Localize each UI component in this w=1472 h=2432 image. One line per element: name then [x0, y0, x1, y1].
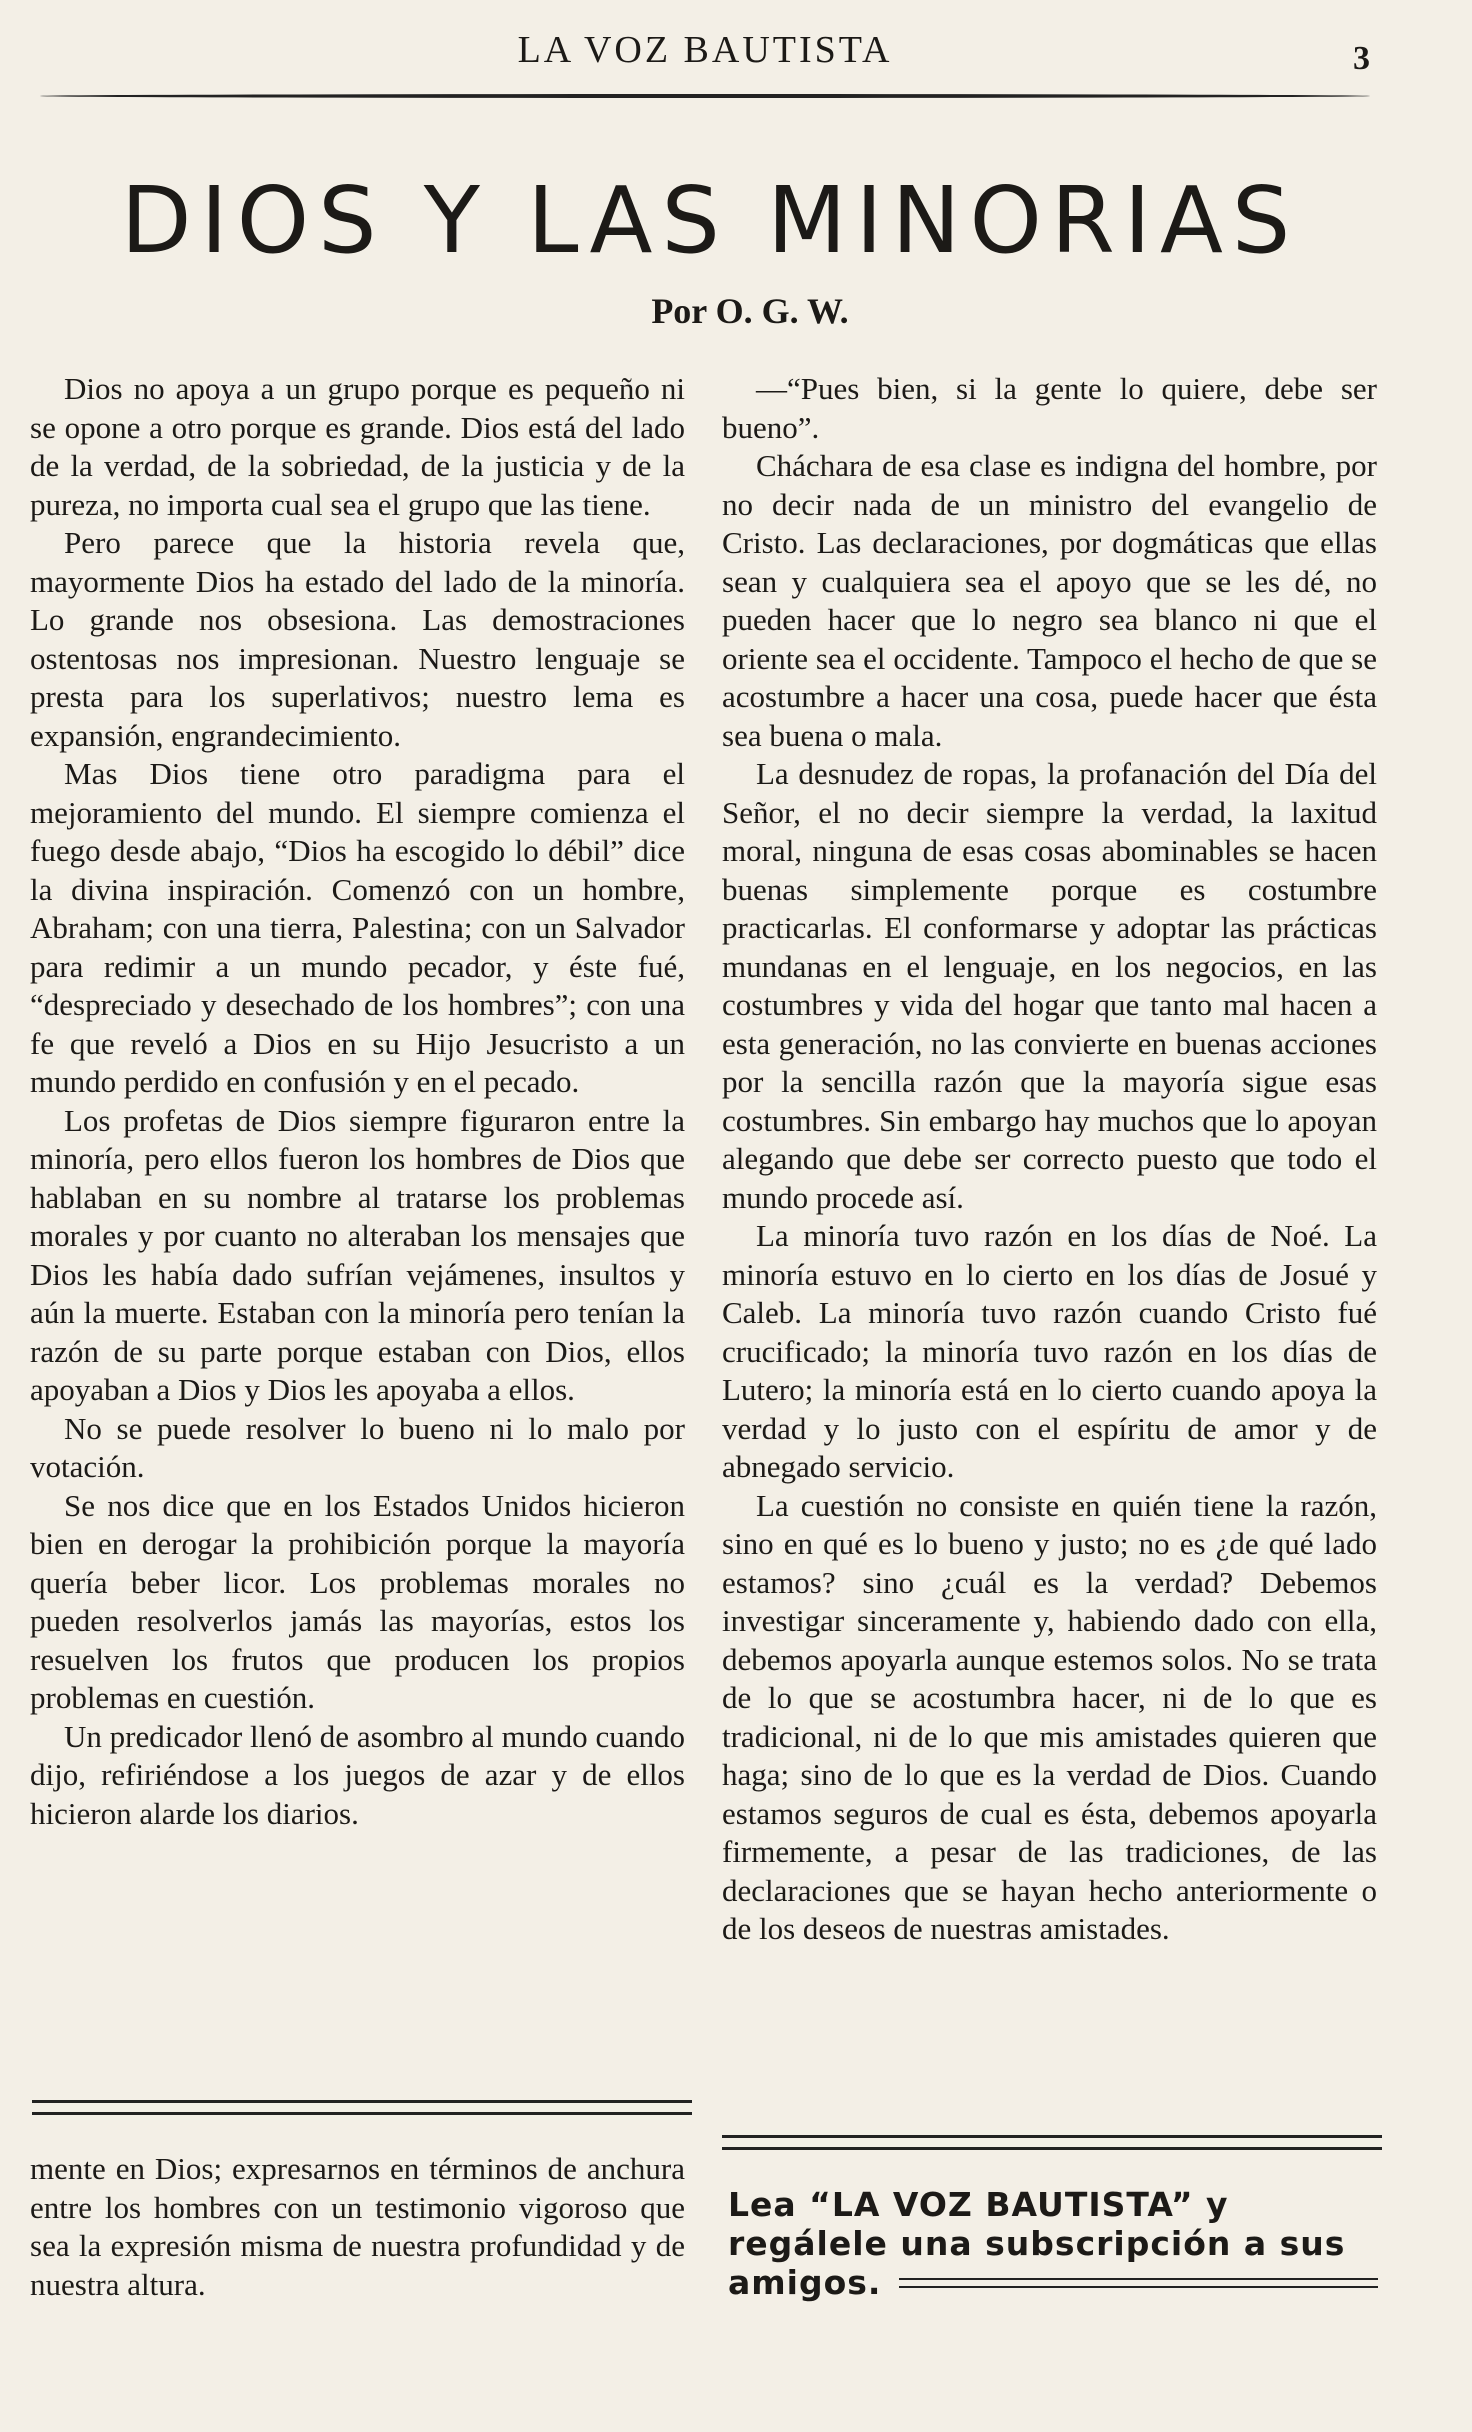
continued-article-fragment	[30, 2150, 685, 2304]
paragraph: La minoría tuvo razón en los días de Noé. La minoría estuvo en lo cierto en los días de Josué y Caleb. La minoría tuvo razón cuando Cristo fué crucificado; la minoría tuvo razón en los días de Lutero; la minoría está en lo cierto cuando apoya la verdad y lo justo con el espíritu de amor y de abnegado servicio.	[722, 1218, 1377, 1484]
article-title: DIOS Y LAS MINORIAS	[120, 167, 1300, 274]
article-left-column	[30, 370, 685, 1833]
article-byline: Por O. G. W.	[651, 291, 849, 331]
paragraph: Se nos dice que en los Estados Unidos hicieron bien en derogar la prohibición porque la mayoría quería beber licor. Los problemas morales no pueden resolverlos jamás las mayorías, estos los resuelven los frutos que producen los propios problemas en cuestión.	[30, 1487, 685, 1715]
promo-line: regálele una subscripción a sus	[728, 2224, 1346, 2263]
page-number: 3	[1353, 40, 1370, 77]
paragraph: La cuestión no consiste en quién tiene la razón, sino en qué es lo bueno y justo; no es ¿de qué lado estamos? sino ¿cuál es la verdad? Debemos investigar sinceramente y, habiendo dado con ella, debemos apoyarla aunque estemos solos. No se trata de lo que se acostumbra hacer, ni de lo que es tradicional, ni de lo que mis amistades quieren que haga; sino de lo que es la verdad de Dios. Cuando estamos seguros de cual es ésta, debemos apoyarla firmemente, a pesar de las tradiciones, de las declaraciones que se hayan hecho anteriormente o de los deseos de nuestras amistades.	[722, 1487, 1377, 1946]
paragraph: Pero parece que la historia revela que, mayormente Dios ha estado del lado de la minoría. Lo grande nos obsesiona. Las demostraciones ostentosas nos impresionan. Nuestro lenguaje se presta para los superlativos; nuestro lema es expansión, engrandecimiento.	[30, 525, 685, 753]
promo-line: Lea “LA VOZ BAUTISTA” y	[728, 2185, 1229, 2224]
promo-rule	[899, 2278, 1378, 2288]
section-divider-right	[722, 2135, 1382, 2150]
promo-line: amigos.	[728, 2263, 882, 2302]
page-header	[40, 28, 1370, 108]
paragraph: Un predicador llenó de asombro al mundo cuando dijo, refiriéndose a los juegos de azar y de ellos hicieron alarde los diarios.	[30, 1718, 685, 1831]
publication-title: LA VOZ BAUTISTA	[517, 29, 893, 71]
paragraph: —“Pues bien, si la gente lo quiere, debe ser bueno”.	[722, 371, 1377, 445]
promo-last-line	[728, 2263, 1378, 2302]
paragraph: Cháchara de esa clase es indigna del hombre, por no decir nada de un ministro del evangelio de Cristo. Las declaraciones, por dogmáticas que ellas sean y cualquiera sea el apoyo que se les dé, no pueden hacer que lo negro sea blanco ni que el oriente sea el occidente. Tampoco el hecho de que se acostumbre a hacer una cosa, puede hacer que ésta sea buena o mala.	[722, 448, 1377, 753]
paragraph: La desnudez de ropas, la profanación del Día del Señor, el no decir siempre la verdad, la laxitud moral, ninguna de esas cosas abominables se hacen buenas simplemente porque es costumbre practicarlas. El conformarse y adoptar las prácticas mundanas en el lenguaje, en los negocios, en las costumbres y vida del hogar que tanto mal hacen a esta generación, no las convierte en buenas acciones por la sencilla razón que la mayoría sigue esas costumbres. Sin embargo hay muchos que lo apoyan alegando que debe ser correcto puesto que todo el mundo procede así.	[722, 756, 1377, 1215]
section-divider-left	[32, 2100, 692, 2115]
paragraph: Los profetas de Dios siempre figuraron entre la minoría, pero ellos fueron los hombres de Dios que hablaban en su nombre al tratarse los problemas morales y por cuanto no alteraban los mensajes que Dios les había dado sufrían vejámenes, insultos y aún la muerte. Estaban con la minoría pero tenían la razón de su parte porque estaban con Dios, ellos apoyaban a Dios y Dios les apoyaba a ellos.	[30, 1102, 685, 1407]
subscription-promo	[728, 2185, 1378, 2302]
paragraph: No se puede resolver lo bueno ni lo malo por votación.	[30, 1410, 685, 1484]
paragraph: Dios no apoya a un grupo porque es pequeño ni se opone a otro porque es grande. Dios está del lado de la verdad, de la sobriedad, de la justicia y de la pureza, no importa cual sea el grupo que las tiene.	[30, 371, 685, 522]
paragraph: Mas Dios tiene otro paradigma para el mejoramiento del mundo. El siempre comienza el fuego desde abajo, “Dios ha escogido lo débil” dice la divina inspiración. Comenzó con un hombre, Abraham; con una tierra, Palestina; con un Salvador para redimir a un mundo pecador, y éste fué, “despreciado y desechado de los hombres”; con una fe que reveló a Dios en su Hijo Jesucristo a un mundo perdido en confusión y en el pecado.	[30, 756, 685, 1099]
article-right-column	[722, 370, 1377, 1949]
header-rule	[40, 94, 1370, 98]
paragraph: mente en Dios; expresarnos en términos de anchura entre los hombres con un testimonio vigoroso que sea la expresión misma de nuestra profundidad y de nuestra altura.	[30, 2151, 685, 2302]
